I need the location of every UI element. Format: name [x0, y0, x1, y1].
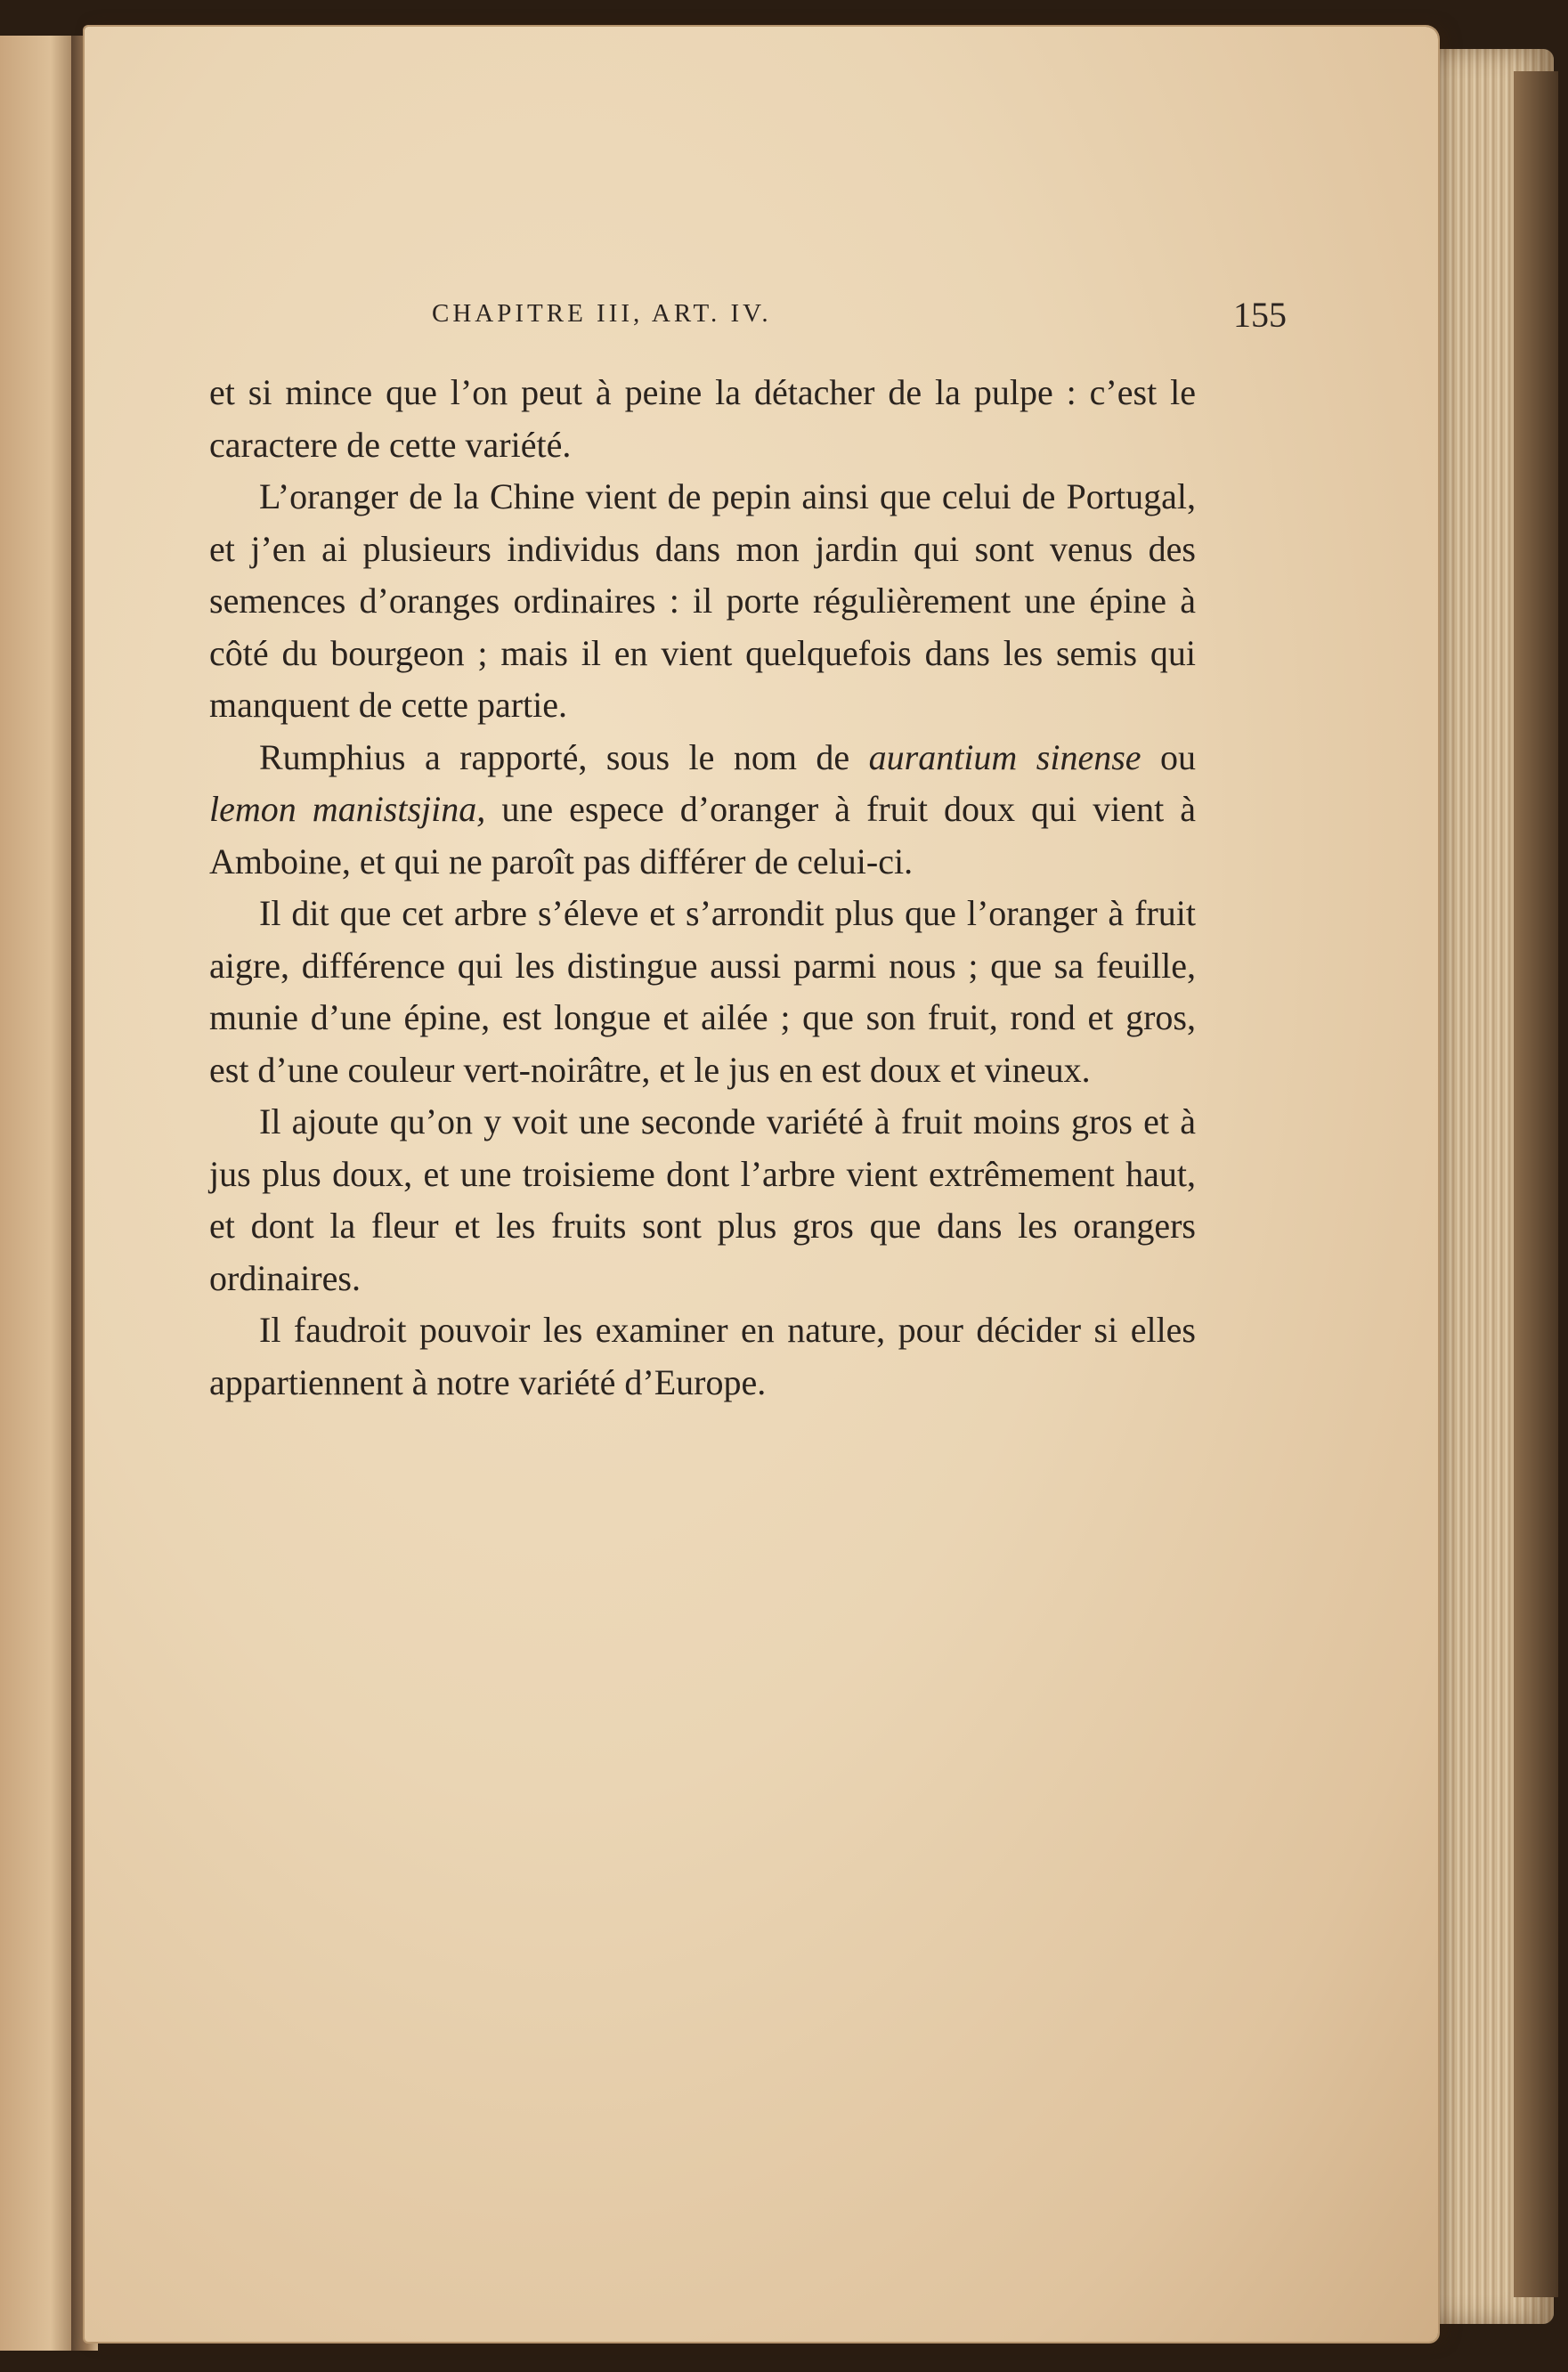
paragraph-3-start: Rumphius a rapporté, sous le nom de: [259, 736, 869, 777]
body-text: [209, 367, 1196, 1409]
paragraph-1: et si mince que l’on peut à peine la détacher de la pulpe : c’est le caractere de cette variété.: [209, 372, 1196, 465]
chapter-title: CHAPITRE III, ART. IV.: [432, 299, 772, 328]
latin-name: aurantium sinense: [868, 736, 1141, 777]
local-name: lemon manistsjina,: [209, 789, 486, 829]
paragraph-5: Il ajoute qu’on y voit une seconde variété à fruit moins gros et à jus plus doux, et une troisieme dont l’arbre vient extrêmement haut, et dont la fleur et les fruits sont plus gros que dans les orangers ordinaires.: [209, 1101, 1196, 1298]
paragraph-3: [209, 732, 1196, 889]
running-head: [432, 294, 1287, 347]
book-cover-edge: [1514, 71, 1558, 2297]
book-page: [85, 27, 1438, 2342]
paragraph-2: L’oranger de la Chine vient de pepin ainsi que celui de Portugal, et j’en ai plusieurs individus dans mon jardin qui sont venus des semences d’oranges ordinaires : il porte régulièrement une épine à côté du bourgeon ; mais il en vient quelquefois dans les semis qui manquent de cette partie.: [209, 476, 1196, 725]
page-number: 155: [1233, 295, 1287, 335]
paragraph-4: Il dit que cet arbre s’éleve et s’arrondit plus que l’oranger à fruit aigre, différence qui les distingue aussi parmi nous ; que sa feuille, munie d’une épine, est longue et ailée ; que son fruit, rond et gros, est d’une couleur vert-noirâtre, et le jus en est doux et vineux.: [209, 893, 1196, 1090]
paragraph-3-end: une espece d’oranger à fruit doux qui vient à Amboine, et qui ne paroît pas différer de celui-ci.: [209, 789, 1196, 881]
paragraph-6: Il faudroit pouvoir les examiner en nature, pour décider si elles appartiennent à notre variété d’Europe.: [209, 1310, 1196, 1402]
paragraph-3-or: ou: [1141, 736, 1196, 777]
